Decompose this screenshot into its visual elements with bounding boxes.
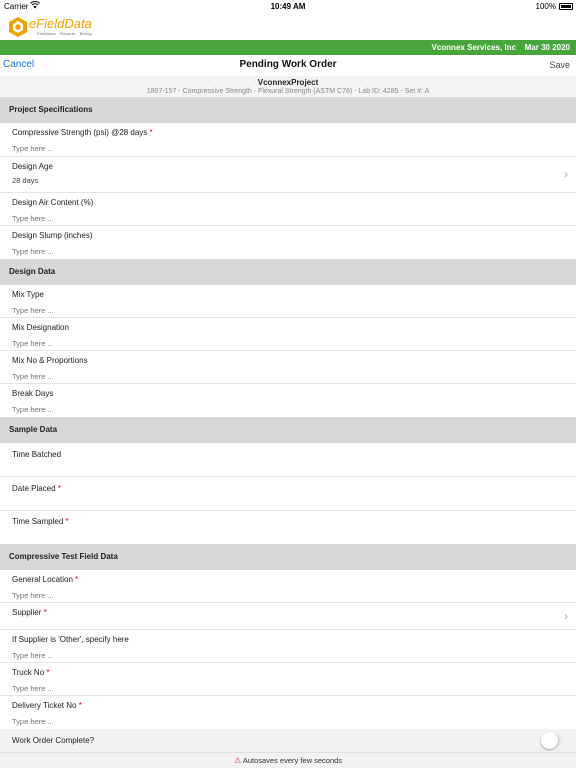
field-label: Time Sampled * — [12, 517, 69, 526]
field-label: Time Batched — [12, 450, 62, 459]
battery-percent: 100% — [535, 2, 556, 11]
section-title: Sample Data — [9, 425, 58, 434]
field-mix-type — [0, 285, 576, 318]
field-label: Mix No & Proportions — [12, 356, 88, 365]
section-design-data — [0, 259, 576, 285]
field-label: If Supplier is 'Other', specify here — [12, 635, 129, 644]
carrier-label: Carrier — [4, 2, 29, 11]
company-name: Vconnex Services, Inc — [431, 43, 516, 52]
field-label: Date Placed * — [12, 484, 61, 493]
section-title: Project Specifications — [9, 105, 93, 114]
mix-proportions-input[interactable] — [12, 371, 552, 382]
field-label: Mix Designation — [12, 323, 69, 332]
field-mix-designation — [0, 318, 576, 351]
page-title: Pending Work Order — [239, 59, 337, 70]
project-header — [0, 76, 576, 97]
field-design-slump — [0, 226, 576, 259]
section-title: Design Data — [9, 267, 56, 276]
project-name: VconnexProject — [257, 78, 319, 87]
save-button[interactable]: Save — [549, 60, 570, 70]
warning-icon: ⚠ — [233, 756, 242, 765]
field-label: Compressive Strength (psi) @28 days * — [12, 128, 153, 137]
autosave-text: Autosaves every few seconds — [242, 756, 343, 765]
field-break-days — [0, 384, 576, 417]
field-label: Supplier * — [12, 608, 47, 617]
field-label: Design Air Content (%) — [12, 198, 94, 207]
navigation-bar — [0, 55, 576, 76]
required-marker: * — [78, 701, 82, 710]
logo-bar — [0, 13, 576, 40]
mix-designation-input[interactable] — [12, 338, 552, 349]
field-supplier-other — [0, 630, 576, 663]
banner-date: Mar 30 2020 — [524, 43, 570, 52]
section-project-specifications — [0, 97, 576, 123]
toggle-label: Work Order Complete? — [12, 736, 95, 745]
field-time-sampled[interactable] — [0, 511, 576, 544]
compressive-strength-input[interactable] — [12, 143, 552, 154]
field-design-age[interactable] — [0, 157, 576, 193]
field-truck-no — [0, 663, 576, 696]
field-compressive-strength — [0, 123, 576, 157]
field-mix-proportions — [0, 351, 576, 384]
design-age-value: 28 days — [12, 176, 39, 185]
field-delivery-ticket — [0, 696, 576, 729]
chevron-right-icon: › — [564, 609, 568, 623]
company-banner — [0, 40, 576, 55]
truck-no-input[interactable] — [12, 683, 552, 694]
autosave-footer — [0, 752, 576, 768]
field-label: Design Slump (inches) — [12, 231, 93, 240]
design-air-content-input[interactable] — [12, 213, 552, 224]
clock: 10:49 AM — [270, 2, 306, 11]
project-detail: 1807-157 - Compressive Strength - Flexural Strength (ASTM C78) - Lab ID: 4285 - Set #: A — [146, 88, 430, 95]
delivery-ticket-input[interactable] — [12, 716, 552, 727]
general-location-input[interactable] — [12, 590, 552, 601]
supplier-other-input[interactable] — [12, 650, 552, 661]
required-marker: * — [65, 517, 69, 526]
break-days-input[interactable] — [12, 404, 552, 415]
section-compressive-test-field-data — [0, 544, 576, 570]
required-marker: * — [57, 484, 61, 493]
section-sample-data — [0, 417, 576, 443]
logo-wordmark: eFieldData — [29, 16, 92, 31]
field-label: Delivery Ticket No * — [12, 701, 82, 710]
section-title: Compressive Test Field Data — [9, 552, 118, 561]
logo-hexagon-icon — [7, 16, 29, 43]
required-marker: * — [46, 668, 50, 677]
required-marker: * — [43, 608, 47, 617]
required-marker: * — [149, 128, 153, 137]
field-label: General Location * — [12, 575, 79, 584]
chevron-right-icon: › — [564, 167, 568, 181]
field-date-placed[interactable] — [0, 477, 576, 511]
cancel-button[interactable]: Cancel — [3, 59, 35, 70]
work-order-complete-row — [0, 729, 576, 752]
field-time-batched[interactable] — [0, 443, 576, 477]
field-label: Truck No * — [12, 668, 50, 677]
field-label: Design Age — [12, 162, 53, 171]
field-design-air-content — [0, 193, 576, 226]
mix-type-input[interactable] — [12, 305, 552, 316]
field-label: Break Days — [12, 389, 54, 398]
design-slump-input[interactable] — [12, 246, 552, 257]
logo-tagline: Fieldlines · Reports · Billing — [37, 31, 92, 36]
field-supplier[interactable] — [0, 603, 576, 630]
field-general-location — [0, 570, 576, 603]
field-label: Mix Type — [12, 290, 44, 299]
battery-icon — [559, 3, 573, 10]
toggle-knob — [541, 732, 558, 749]
work-order-complete-toggle[interactable] — [541, 732, 563, 749]
status-bar — [0, 0, 576, 13]
required-marker: * — [75, 575, 79, 584]
